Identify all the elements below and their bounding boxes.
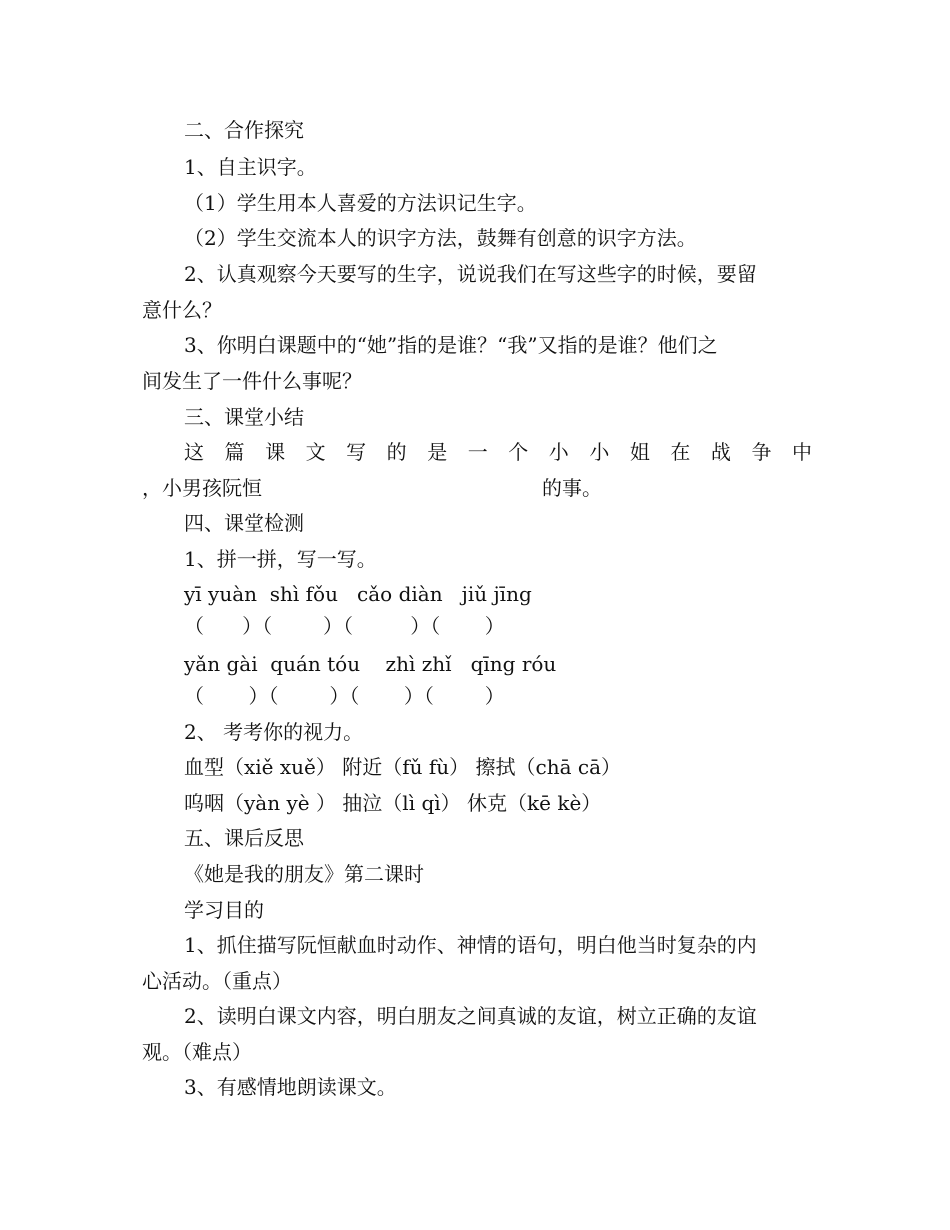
goal-1-line-2: 心活动。（重点） (142, 969, 292, 993)
item-1-1: （1）学生用本人喜爱的方法识记生字。 (184, 191, 537, 215)
summary-char: 一 (467, 440, 488, 464)
item-2-line-1: 2、认真观察今天要写的生字，说说我们在写这些字的时候，要留 (184, 262, 757, 286)
summary-char: 小 (589, 440, 610, 464)
summary-char: 战 (710, 440, 731, 464)
vision-test-row-2: 呜咽（yàn yè ） 抽泣（lì qì） 休克（kē kè） (184, 791, 602, 815)
summary-char: 在 (670, 440, 691, 464)
learning-goals-heading: 学习目的 (184, 898, 264, 922)
section-heading-summary: 三、课堂小结 (184, 405, 304, 429)
summary-char: 小 (548, 440, 569, 464)
summary-line-2-left: ，小男孩阮恒 (142, 476, 262, 500)
section-heading-class-test: 四、课堂检测 (184, 511, 304, 535)
item-2-line-2: 意什么？ (142, 298, 222, 322)
summary-char: 中 (791, 440, 812, 464)
goal-2-line-2: 观。（难点） (142, 1040, 252, 1064)
goal-1-line-1: 1、抓住描写阮恒献血时动作、神情的语句，明白他当时复杂的内 (184, 933, 757, 957)
goal-2-line-1: 2、读明白课文内容，明白朋友之间真诚的友谊，树立正确的友谊 (184, 1004, 757, 1028)
summary-char: 这 (184, 440, 204, 464)
summary-char: 个 (508, 440, 529, 464)
item-3-line-1: 3、你明白课题中的“她”指的是谁？“我”又指的是谁？他们之 (184, 333, 718, 357)
summary-char: 写 (346, 440, 367, 464)
summary-char: 是 (427, 440, 448, 464)
answer-brackets-row-1: （ ）（ ）（ ）（ ） (184, 614, 505, 638)
summary-char: 争 (751, 440, 772, 464)
question-1: 1、拼一拼，写一写。 (184, 547, 377, 571)
summary-char: 篇 (224, 440, 245, 464)
vision-test-row-1: 血型（xiě xuě） 附近（fǔ fù） 擦拭（chā cā） (184, 755, 621, 779)
item-self-literacy: 1、自主识字。 (184, 155, 317, 179)
question-2: 2、 考考你的视力。 (184, 720, 364, 744)
pinyin-row-2: yǎn gài quán tóu zhì zhǐ qīng róu (184, 652, 557, 676)
item-3-line-2: 间发生了一件什么事呢？ (142, 369, 362, 393)
section-heading-cooperative-inquiry: 二、合作探究 (184, 118, 304, 142)
summary-char: 课 (265, 440, 286, 464)
summary-char: 文 (305, 440, 326, 464)
goal-3: 3、有感情地朗读课文。 (184, 1075, 397, 1099)
pinyin-row-1: yī yuàn shì fǒu cǎo diàn jiǔ jīng (184, 582, 532, 606)
item-1-2: （2）学生交流本人的识字方法，鼓舞有创意的识字方法。 (184, 226, 697, 250)
section-heading-reflection: 五、课后反思 (184, 826, 304, 850)
lesson-title: 《她是我的朋友》第二课时 (184, 862, 424, 886)
summary-line-2-right: 的事。 (542, 476, 602, 500)
answer-brackets-row-2: （ ）（ ）（ ）（ ） (184, 684, 505, 708)
summary-line-1 (184, 440, 812, 464)
summary-char: 的 (386, 440, 407, 464)
summary-char: 姐 (629, 440, 650, 464)
